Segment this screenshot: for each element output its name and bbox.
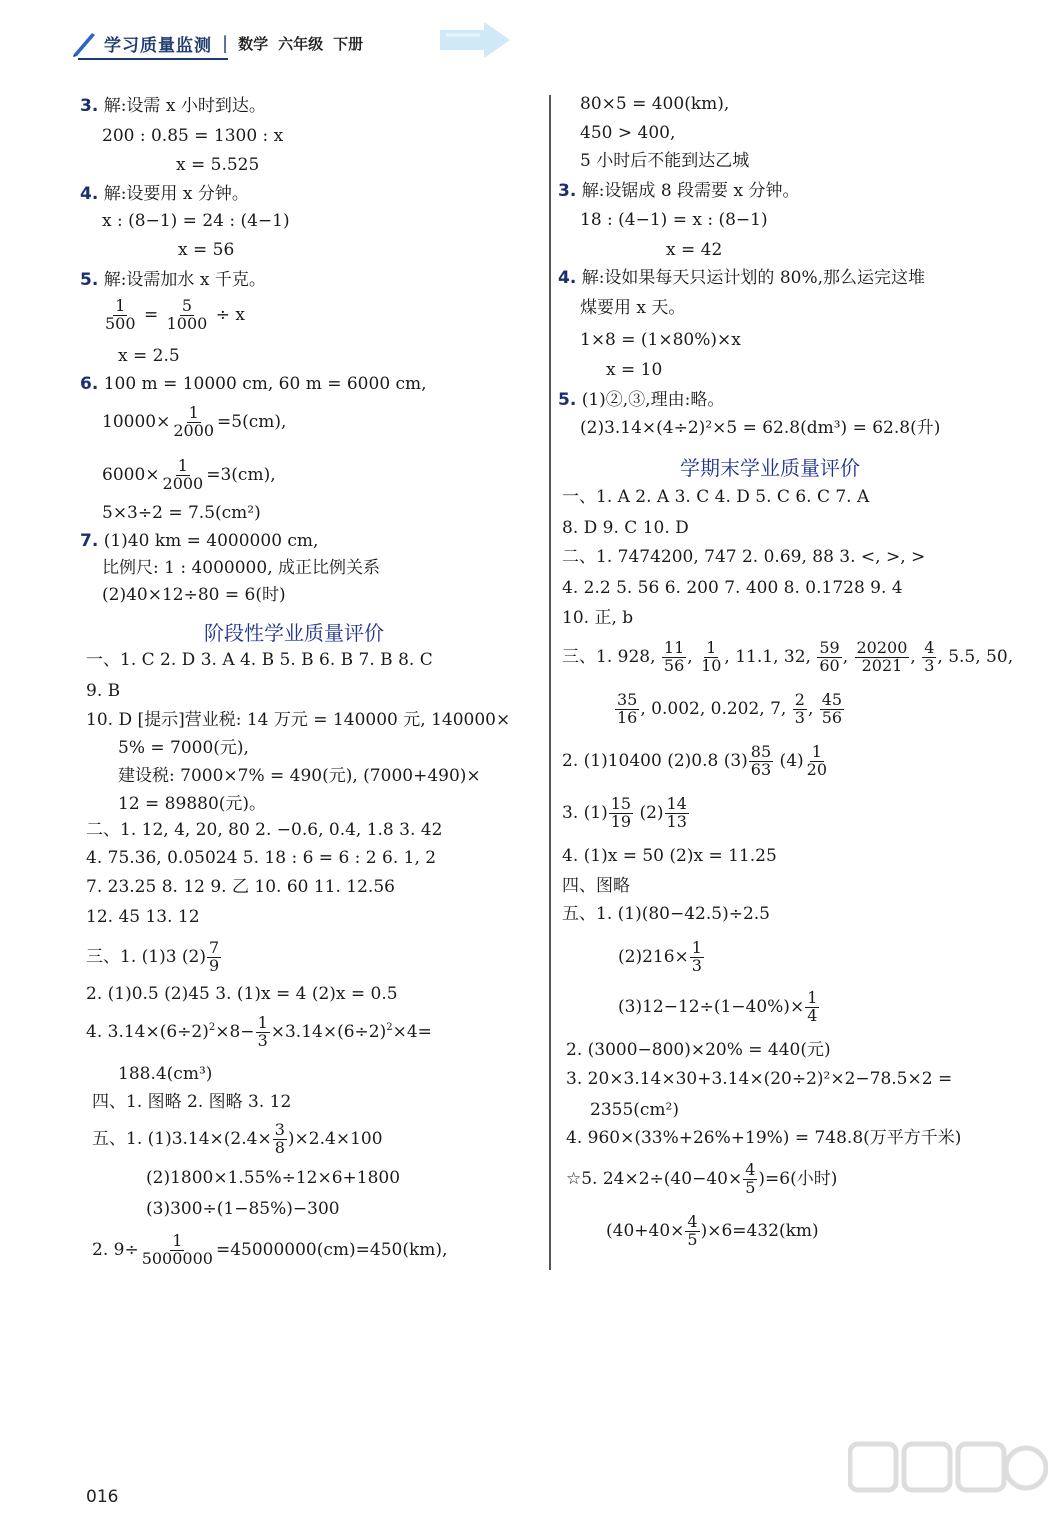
left-line: 三、1. (1)3 (2) $\frac{7}{9}$: [86, 938, 220, 975]
left-line: 4. 解:设要用 x 分钟。: [80, 184, 249, 204]
left-line: 12 = 89880(元)。: [118, 794, 267, 814]
right-line: 3. 20×3.14×30+3.14×(20÷2)²×2−78.5×2 =: [566, 1069, 953, 1089]
right-line: x = 42: [666, 240, 723, 260]
right-line: 四、图略: [562, 876, 630, 896]
left-line: 建设税: 7000×7% = 490(元), (7000+490)×: [118, 766, 481, 786]
pen-icon: [70, 29, 98, 57]
left-line: x = 56: [178, 240, 235, 260]
right-line: 2355(cm²): [590, 1100, 679, 1120]
right-line: 3. 解:设锯成 8 段需要 x 分钟。: [558, 181, 800, 201]
left-line: x : (8−1) = 24 : (4−1): [102, 211, 290, 231]
grade: 六年级: [278, 34, 324, 53]
section-title-midterm: 阶段性学业质量评价: [204, 621, 384, 645]
right-line: 2. (3000−800)×20% = 440(元): [566, 1040, 831, 1060]
left-line: 二、1. 12, 4, 20, 80 2. −0.6, 0.4, 1.8 3. 42: [86, 820, 443, 840]
right-line: 5 小时后不能到达乙城: [580, 151, 750, 171]
left-line: 2. 9÷ $\frac{1}{5000000}$ =45000000(cm)=450(km),: [92, 1231, 448, 1268]
book-title: 学习质量监测: [104, 35, 212, 56]
right-line: 1×8 = (1×80%)×x: [580, 330, 741, 350]
right-line: 5. (1)②,③,理由:略。: [558, 390, 725, 410]
left-line: 2. (1)0.5 (2)45 3. (1)x = 4 (2)x = 0.5: [86, 984, 398, 1004]
left-line: 5×3÷2 = 7.5(cm²): [102, 503, 261, 523]
left-line: 7. 23.25 8. 12 9. 乙 10. 60 11. 12.56: [86, 877, 395, 897]
right-line: (2)216× $\frac{1}{3}$: [618, 938, 702, 975]
right-line: 450 > 400,: [580, 123, 676, 143]
page-number: 016: [86, 1487, 119, 1507]
right-line: 10. 正, b: [562, 608, 634, 628]
page-header: [70, 26, 363, 60]
left-line: 5. 解:设需加水 x 千克。: [80, 270, 266, 290]
left-line: 比例尺: 1 : 4000000, 成正比例关系: [102, 558, 381, 578]
right-line: (3)12−12÷(1−40%)× $\frac{1}{4}$: [618, 988, 818, 1025]
left-line: 5% = 7000(元),: [118, 738, 249, 758]
left-line: x = 5.525: [176, 155, 260, 175]
right-line: 4. 2.2 5. 56 6. 200 7. 400 8. 0.1728 9. 4: [562, 578, 903, 598]
left-line: 10. D [提示]营业税: 14 万元 = 140000 元, 140000×: [86, 710, 511, 730]
left-line: 一、1. C 2. D 3. A 4. B 5. B 6. B 7. B 8. C: [86, 650, 433, 670]
arrow-decoration-icon: [440, 22, 510, 58]
right-line: (2)3.14×(4÷2)²×5 = 62.8(dm³) = 62.8(升): [580, 418, 941, 438]
right-line: $\frac{35}{16}$ , 0.002, 0.202, 7, $\frac{2}{3}$ , $\frac{45}{56}$: [617, 690, 843, 727]
right-line: 2. (1)10400 (2)0.8 (3) $\frac{85}{63}$ (4) $\frac{1}{20}$: [562, 742, 827, 779]
left-line: 188.4(cm³): [118, 1064, 213, 1084]
right-line: 五、1. (1)(80−42.5)÷2.5: [562, 904, 770, 924]
right-line: x = 10: [606, 360, 663, 380]
left-line: (2)1800×1.55%÷12×6+1800: [146, 1168, 401, 1188]
left-line: 4. $3.14\times(6\div 2)^2\times 8-$ $\frac{1}{3}$ $\times 3.14\times(6\div 2)^2\times 4=$: [86, 1013, 432, 1050]
right-line: 80×5 = 400(km),: [580, 94, 730, 114]
watermark-logo: [848, 1440, 1048, 1530]
left-line: 9. B: [86, 681, 121, 701]
right-line: 4. 960×(33%+26%+19%) = 748.8(万平方千米): [566, 1128, 962, 1148]
left-line: 4. 75.36, 0.05024 5. 18 : 6 = 6 : 2 6. 1, 2: [86, 848, 437, 868]
left-line: 10000× $\frac{1}{2000}$ =5(cm),: [102, 403, 287, 440]
left-line: 7. (1)40 km = 4000000 cm,: [80, 531, 319, 551]
subject: 数学: [238, 34, 269, 53]
left-line: 12. 45 13. 12: [86, 907, 200, 927]
left-line: x = 2.5: [118, 346, 180, 366]
right-line: 4. (1)x = 50 (2)x = 11.25: [562, 846, 777, 866]
right-line: (40+40× $\frac{4}{5}$ )×6=432(km): [606, 1212, 819, 1249]
left-line: 3. 解:设需 x 小时到达。: [80, 96, 266, 116]
right-line: 三、1. 928, $\frac{11}{56}$ , $\frac{1}{10}$ , 11.1, 32, $\frac{59}{60}$ , $\frac{20200}{2021}$ , $\frac{4}{3}$ , 5.5, 50,: [562, 638, 1014, 675]
column-divider: [549, 95, 551, 1270]
right-line: 8. D 9. C 10. D: [562, 518, 689, 538]
right-line: ☆5. 24×2÷(40−40× $\frac{4}{5}$ )=6(小时): [566, 1160, 838, 1197]
right-line: 煤要用 x 天。: [580, 298, 686, 318]
term: 下册: [333, 34, 364, 53]
right-line: 4. 解:设如果每天只运计划的 80%,那么运完这堆: [558, 268, 926, 288]
right-line: 二、1. 7474200, 747 2. 0.69, 88 3. <, >, >: [562, 547, 926, 567]
left-line: 200 : 0.85 = 1300 : x: [102, 126, 284, 146]
section-title-final: 学期末学业质量评价: [680, 456, 860, 480]
left-line: 6. 100 m = 10000 cm, 60 m = 6000 cm,: [80, 374, 427, 394]
right-line: 18 : (4−1) = x : (8−1): [580, 210, 768, 230]
left-line: 五、1. (1)3.14×(2.4× $\frac{3}{8}$ )×2.4×100: [92, 1120, 383, 1157]
left-line: $\frac{1}{500}$ = $\frac{5}{1000}$ ÷ x: [105, 296, 245, 333]
right-line: 3. (1) $\frac{15}{19}$ (2) $\frac{14}{13}$: [562, 794, 687, 831]
right-line: 一、1. A 2. A 3. C 4. D 5. C 6. C 7. A: [562, 487, 870, 507]
header-underline: [78, 58, 228, 60]
left-line: (3)300÷(1−85%)−300: [146, 1199, 340, 1219]
left-line: 6000× $\frac{1}{2000}$ =3(cm),: [102, 456, 276, 493]
left-line: (2)40×12÷80 = 6(时): [102, 585, 286, 605]
header-separator: |: [222, 32, 229, 54]
left-line: 四、1. 图略 2. 图略 3. 12: [92, 1092, 292, 1112]
